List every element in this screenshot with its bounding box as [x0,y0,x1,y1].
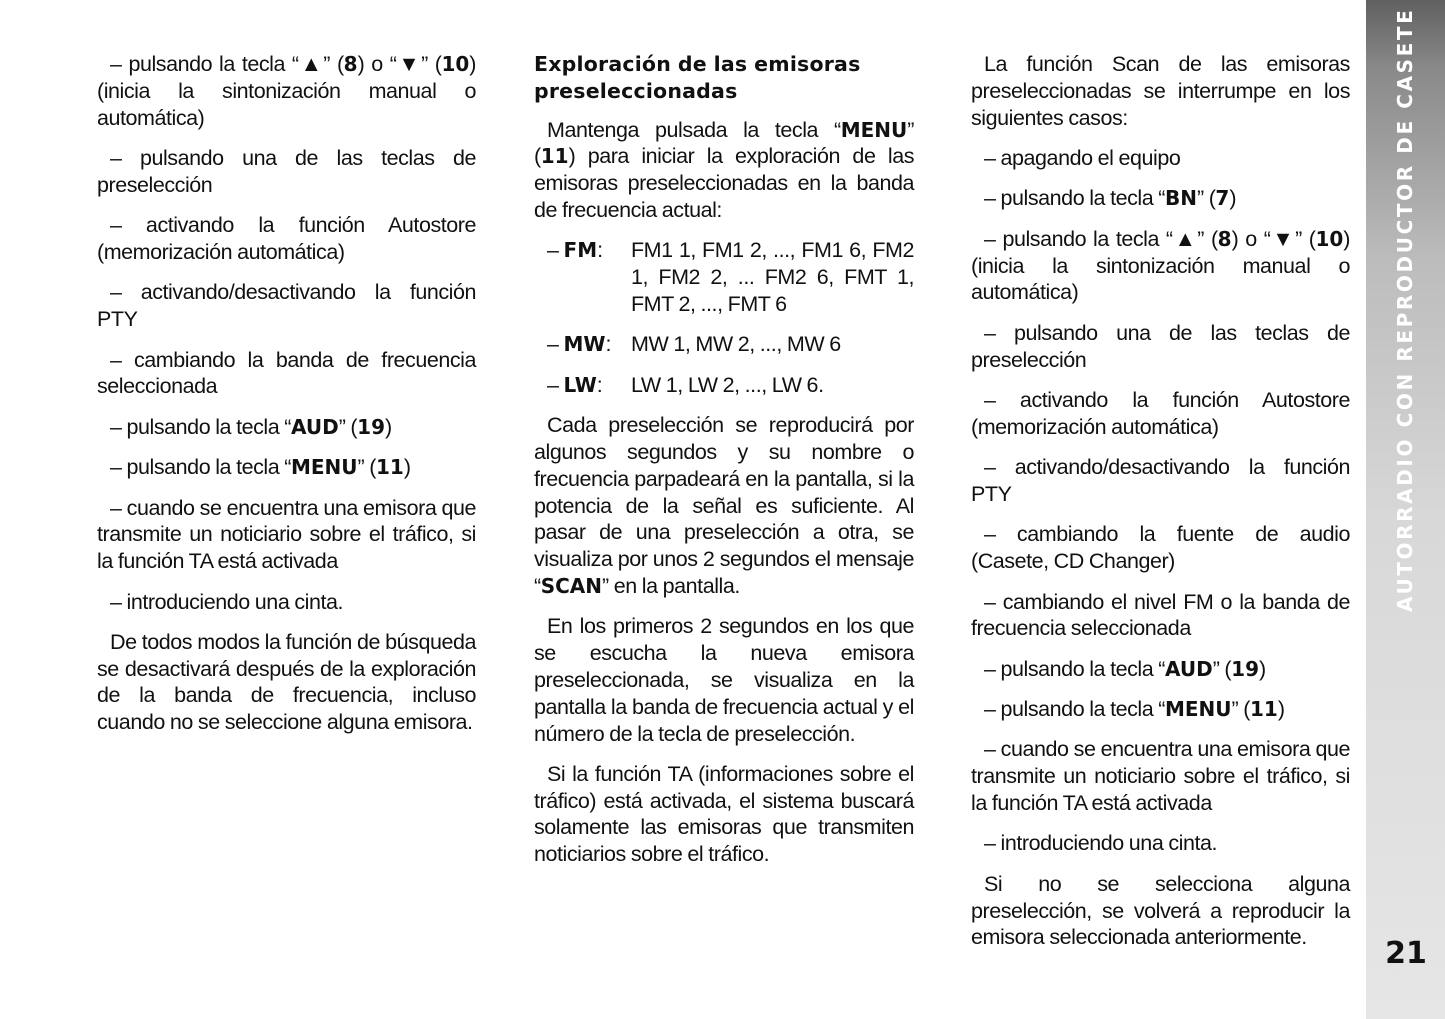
text-run: – pulsando la tecla “▲” ( [110,52,344,76]
text-run: ) (inicia la sintonización manual o automática) [97,52,476,130]
key-label: 11 [1249,697,1278,722]
page-number: 21 [1385,936,1427,971]
paragraph: – cuando se encuentra una emisora que transmite un noticiario sobre el tráfico, si la función TA está activada [97,495,476,574]
text-run: ” en la pantalla. [602,573,740,598]
paragraph [971,185,1350,212]
band-list-item [547,237,914,317]
key-label: 10 [441,52,470,76]
key-label: 10 [1315,226,1344,251]
key-label: 11 [540,144,569,169]
band-label: – FM: [547,238,603,263]
text-run: ” ( [1212,656,1232,681]
key-label: BN [1164,186,1197,211]
text-run: – pulsando la tecla “ [110,414,291,439]
text-run: ” ( [338,414,358,439]
key-label: MENU [290,455,358,480]
paragraph: – pulsando una de las teclas de preselección [97,145,476,197]
band-label: – MW: [547,332,612,357]
text-column-1 [97,51,476,750]
paragraph: En los primeros 2 segundos en los que se escucha la nueva emisora preseleccionada, se visualiza en la pantalla la banda de frecuencia actual y el número de la tecla de preselección. [534,614,914,746]
band-presets: FM1 1, FM1 2, ..., FM1 6, FM2 1, FM2 2, ... FM2 6, FMT 1, FMT 2, ..., FMT 6 [631,238,914,316]
paragraph [97,414,476,441]
paragraph: – activando/desactivando la función PTY [971,455,1350,506]
key-label: FM [563,238,598,263]
text-run: ) [403,455,411,480]
text-run: ” ( [534,117,914,169]
paragraph: De todos modos la función de búsqueda se desactivará después de la exploración de la banda de frecuencia, incluso cuando no se seleccione alguna emisora. [97,629,476,735]
text-run: ) o “▼” ( [1231,226,1316,251]
text-run: ) o “▼” ( [357,52,442,76]
band-list-item [547,331,914,358]
text-run: – pulsando la tecla “ [984,186,1165,211]
key-label: AUD [1164,656,1213,681]
text-run: ) [385,414,392,439]
text-run: – pulsando la tecla “ [984,697,1165,722]
section-title: AUTORRADIO CON REPRODUCTOR DE CASETE [1393,7,1417,612]
key-label: 19 [357,414,385,439]
key-label: 11 [375,455,404,480]
key-label: SCAN [540,573,603,598]
paragraph: Si la función TA (informaciones sobre el tráfico) está activada, el sistema buscará solamente las emisoras que transmiten noticiarios sobre el tráfico. [534,761,914,867]
band-list-item [547,372,914,399]
paragraph [971,656,1350,683]
paragraph: – activando la función Autostore (memorización automática) [971,387,1350,439]
text-run: ” ( [357,455,376,480]
text-run: Mantenga pulsada la tecla “ [547,117,841,142]
paragraph: Si no se selecciona alguna preselección, se volverá a reproducir la emisora seleccionada anteriormente. [971,871,1350,950]
paragraph: – introduciendo una cinta. [984,831,1218,856]
text-column-3 [971,51,1350,965]
text-run: – pulsando la tecla “▲” ( [984,226,1218,251]
paragraph: – cambiando la banda de frecuencia seleccionada [97,347,476,399]
paragraph [534,117,914,224]
text-column-2 [534,51,914,882]
text-run: ” ( [1196,186,1216,211]
key-label: 7 [1215,186,1230,211]
key-label: 8 [343,52,358,76]
band-label: – LW: [547,372,603,397]
key-label: 19 [1231,656,1259,681]
text-run: ) para iniciar la exploración de las emisoras preseleccionadas en la banda de frecuencia actual: [534,144,914,222]
key-label: MW [563,332,606,357]
key-label: AUD [290,414,339,439]
text-run: – pulsando la tecla “ [984,656,1165,681]
text-run: ) [1277,697,1285,722]
text-run: ” ( [1231,697,1250,722]
text-run: ) [1259,656,1266,681]
section-heading: Exploración de las emisoras preseleccionadas [534,52,861,103]
paragraph [971,226,1350,306]
paragraph: – apagando el equipo [984,145,1181,170]
paragraph: – pulsando una de las teclas de preselección [971,320,1350,372]
paragraph [97,51,476,131]
paragraph [97,454,476,481]
paragraph: – cuando se encuentra una emisora que transmite un noticiario sobre el tráfico, si la función TA está activada [971,737,1350,816]
band-presets: MW 1, MW 2, ..., MW 6 [631,332,841,357]
paragraph: La función Scan de las emisoras preseleccionadas se interrumpe en los siguientes casos: [971,52,1350,130]
text-run: – pulsando la tecla “ [110,455,291,480]
key-label: LW [563,372,597,397]
paragraph [971,696,1350,723]
band-presets: LW 1, LW 2, ..., LW 6. [631,372,824,397]
paragraph: – cambiando el nivel FM o la banda de frecuencia seleccionada [971,589,1350,641]
text-run: ) [1229,186,1237,211]
key-label: MENU [840,117,908,142]
key-label: 8 [1217,226,1232,251]
text-run: ) (inicia la sintonización manual o automática) [971,226,1350,305]
paragraph [534,412,914,600]
text-run: Cada preselección se reproducirá por algunos segundos y su nombre o frecuencia parpadeará en la pantalla, si la potencia de la señal es suficiente. Al pasar de una preselección a otra, se visualiza por unos 2 segundos el mensaje “ [534,413,914,598]
paragraph: – cambiando la fuente de audio (Casete, CD Changer) [971,522,1350,574]
key-label: MENU [1164,697,1232,722]
paragraph: – activando/desactivando la función PTY [97,280,476,332]
paragraph: – activando la función Autostore (memorización automática) [97,213,476,264]
paragraph: – introduciendo una cinta. [110,589,344,614]
